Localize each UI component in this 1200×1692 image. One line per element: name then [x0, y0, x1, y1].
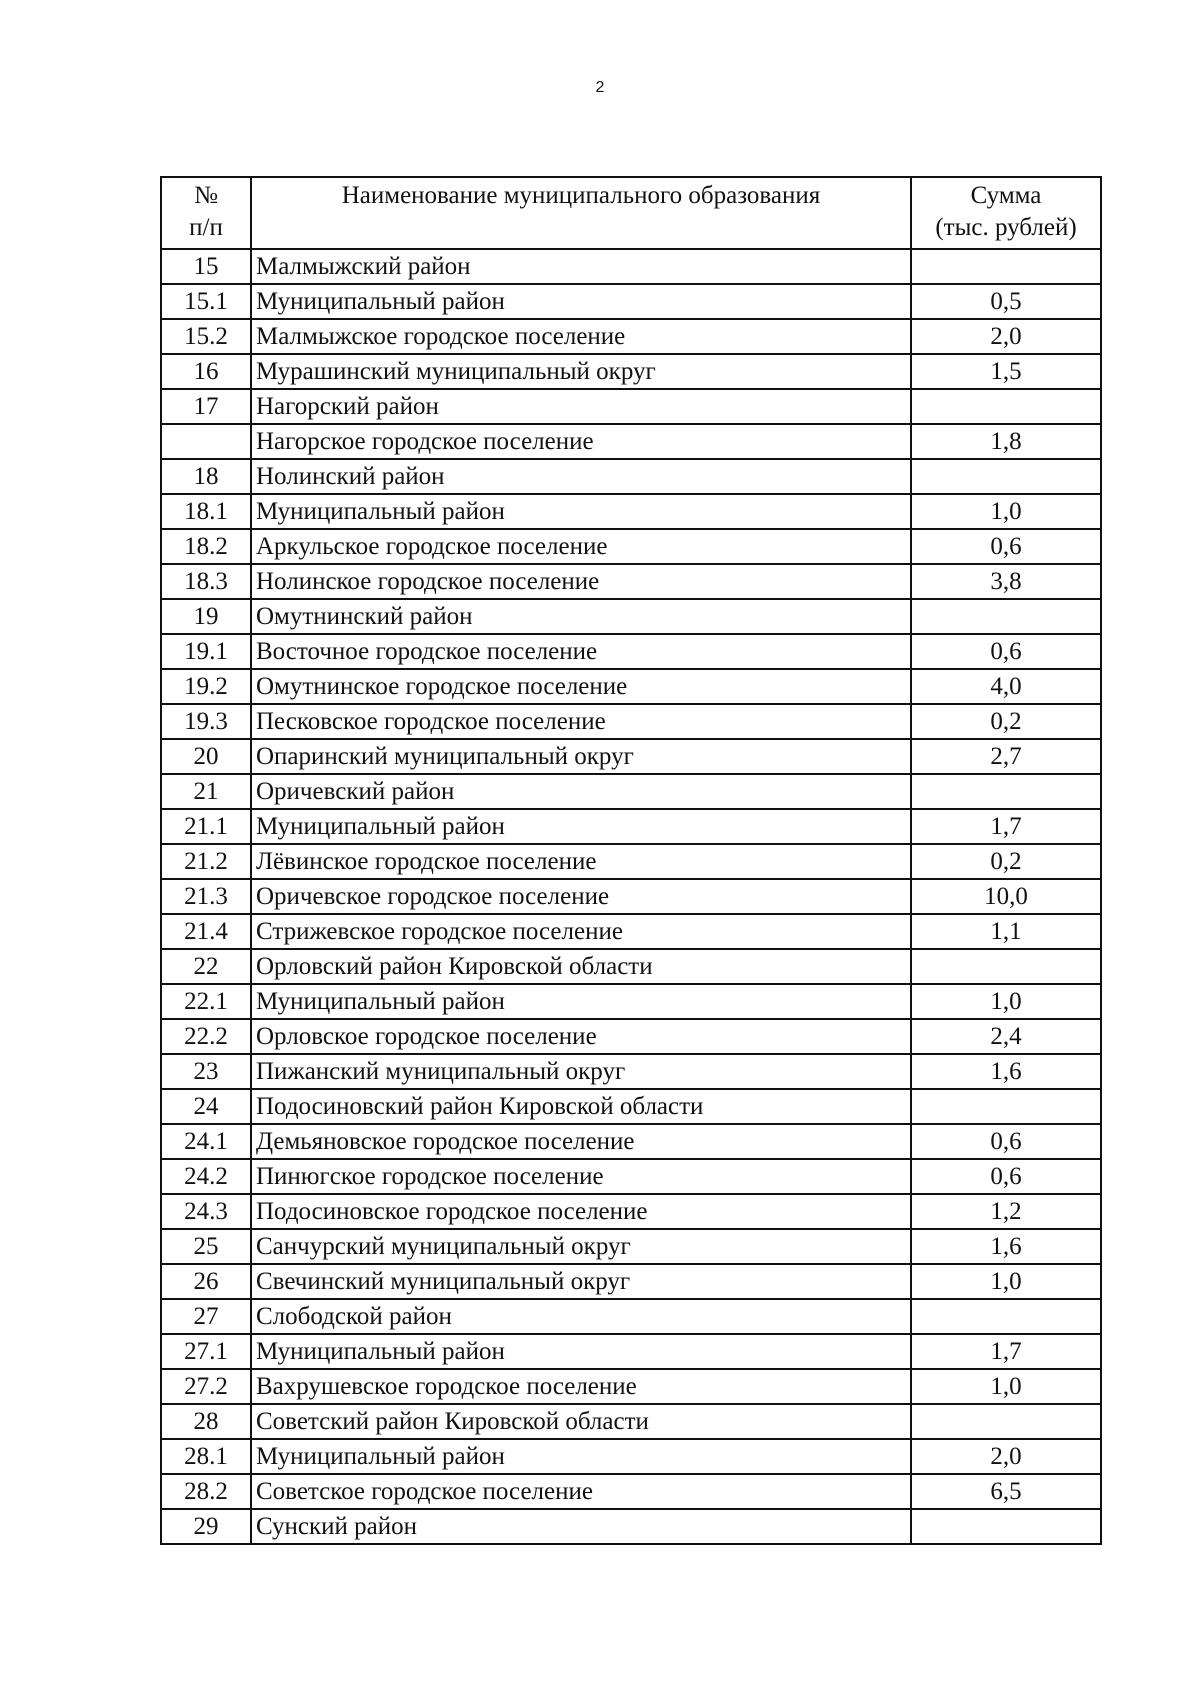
table-row: [161, 1299, 1101, 1334]
row-number-cell: 24.1: [161, 1124, 251, 1159]
row-sum-cell: 2,7: [911, 739, 1101, 774]
row-name-cell: Муниципальный район: [251, 1334, 911, 1369]
table-row: [161, 494, 1101, 529]
table-row: [161, 1264, 1101, 1299]
row-name-cell: Муниципальный район: [251, 1439, 911, 1474]
table-row: [161, 704, 1101, 739]
row-number-cell: 21.1: [161, 809, 251, 844]
table-row: [161, 1124, 1101, 1159]
table-row: [161, 354, 1101, 389]
row-sum-cell: 1,8: [911, 424, 1101, 459]
row-name-cell: Аркульское городское поселение: [251, 529, 911, 564]
row-sum-cell: 0,5: [911, 284, 1101, 319]
row-number-cell: 20: [161, 739, 251, 774]
table-row: [161, 1404, 1101, 1439]
row-number-cell: 28.1: [161, 1439, 251, 1474]
header-number: [161, 177, 251, 249]
row-number-cell: 25: [161, 1229, 251, 1264]
row-sum-cell: 1,1: [911, 914, 1101, 949]
row-name-cell: Вахрушевское городское поселение: [251, 1369, 911, 1404]
row-name-cell: Муниципальный район: [251, 494, 911, 529]
table-row: [161, 599, 1101, 634]
row-sum-cell: 0,2: [911, 844, 1101, 879]
row-number-cell: 21.4: [161, 914, 251, 949]
table-row: [161, 774, 1101, 809]
table-row: [161, 1159, 1101, 1194]
row-name-cell: Сунский район: [251, 1509, 911, 1544]
row-sum-cell: 0,6: [911, 634, 1101, 669]
row-name-cell: Подосиновский район Кировской области: [251, 1089, 911, 1124]
row-sum-cell: 2,4: [911, 1019, 1101, 1054]
row-sum-cell: [911, 774, 1101, 809]
header-name: Наименование муниципального образования: [251, 177, 911, 249]
row-number-cell: 19.1: [161, 634, 251, 669]
table-row: [161, 319, 1101, 354]
table-row: [161, 949, 1101, 984]
table-row: [161, 809, 1101, 844]
row-name-cell: Муниципальный район: [251, 284, 911, 319]
row-sum-cell: 1,5: [911, 354, 1101, 389]
row-sum-cell: [911, 1089, 1101, 1124]
row-sum-cell: 1,7: [911, 1334, 1101, 1369]
row-name-cell: Восточное городское поселение: [251, 634, 911, 669]
header-sum: [911, 177, 1101, 249]
table-row: [161, 1019, 1101, 1054]
row-number-cell: 24: [161, 1089, 251, 1124]
row-number-cell: 16: [161, 354, 251, 389]
row-name-cell: Малмыжское городское поселение: [251, 319, 911, 354]
row-number-cell: 18: [161, 459, 251, 494]
table-row: [161, 1089, 1101, 1124]
row-number-cell: 27: [161, 1299, 251, 1334]
row-name-cell: Муниципальный район: [251, 809, 911, 844]
row-name-cell: Советский район Кировской области: [251, 1404, 911, 1439]
row-number-cell: 19.2: [161, 669, 251, 704]
row-number-cell: 26: [161, 1264, 251, 1299]
row-name-cell: Орловский район Кировской области: [251, 949, 911, 984]
row-sum-cell: [911, 1509, 1101, 1544]
row-number-cell: 17: [161, 389, 251, 424]
row-sum-cell: [911, 949, 1101, 984]
row-sum-cell: [911, 249, 1101, 284]
header-sum-line2: (тыс. рублей): [935, 214, 1077, 241]
row-sum-cell: [911, 389, 1101, 424]
row-sum-cell: 1,0: [911, 494, 1101, 529]
row-sum-cell: [911, 1404, 1101, 1439]
row-number-cell: 15: [161, 249, 251, 284]
row-name-cell: Песковское городское поселение: [251, 704, 911, 739]
row-sum-cell: 1,0: [911, 1264, 1101, 1299]
row-number-cell: 22.2: [161, 1019, 251, 1054]
header-number-line1: №: [194, 182, 218, 209]
table-row: [161, 1054, 1101, 1089]
row-number-cell: 19: [161, 599, 251, 634]
row-sum-cell: 0,6: [911, 1159, 1101, 1194]
table-row: [161, 634, 1101, 669]
allocation-table: [160, 176, 1102, 1545]
row-sum-cell: 0,2: [911, 704, 1101, 739]
row-number-cell: [161, 424, 251, 459]
row-sum-cell: 1,0: [911, 984, 1101, 1019]
row-name-cell: Пижанский муниципальный округ: [251, 1054, 911, 1089]
row-sum-cell: 0,6: [911, 529, 1101, 564]
row-name-cell: Демьяновское городское поселение: [251, 1124, 911, 1159]
row-name-cell: Омутнинский район: [251, 599, 911, 634]
row-name-cell: Опаринский муниципальный округ: [251, 739, 911, 774]
row-name-cell: Малмыжский район: [251, 249, 911, 284]
header-number-line2: п/п: [189, 214, 223, 241]
table-row: [161, 424, 1101, 459]
row-name-cell: Омутнинское городское поселение: [251, 669, 911, 704]
row-number-cell: 21.3: [161, 879, 251, 914]
table-row: [161, 529, 1101, 564]
row-sum-cell: [911, 599, 1101, 634]
row-sum-cell: 1,6: [911, 1229, 1101, 1264]
table-row: [161, 1509, 1101, 1544]
table-row: [161, 1334, 1101, 1369]
table-row: [161, 844, 1101, 879]
table-row: [161, 1439, 1101, 1474]
row-name-cell: Нагорское городское поселение: [251, 424, 911, 459]
row-number-cell: 21.2: [161, 844, 251, 879]
table-row: [161, 284, 1101, 319]
row-name-cell: Нолинский район: [251, 459, 911, 494]
row-name-cell: Лёвинское городское поселение: [251, 844, 911, 879]
table-row: [161, 389, 1101, 424]
table-header-row: [161, 177, 1101, 249]
table-row: [161, 669, 1101, 704]
row-number-cell: 22: [161, 949, 251, 984]
row-sum-cell: 1,0: [911, 1369, 1101, 1404]
table-row: [161, 1229, 1101, 1264]
header-sum-line1: Сумма: [970, 182, 1042, 209]
row-number-cell: 15.1: [161, 284, 251, 319]
table-row: [161, 739, 1101, 774]
row-sum-cell: 0,6: [911, 1124, 1101, 1159]
row-sum-cell: [911, 459, 1101, 494]
row-name-cell: Оричевское городское поселение: [251, 879, 911, 914]
row-number-cell: 21: [161, 774, 251, 809]
row-name-cell: Орловское городское поселение: [251, 1019, 911, 1054]
row-number-cell: 24.2: [161, 1159, 251, 1194]
row-number-cell: 24.3: [161, 1194, 251, 1229]
row-sum-cell: 6,5: [911, 1474, 1101, 1509]
row-number-cell: 29: [161, 1509, 251, 1544]
row-name-cell: Стрижевское городское поселение: [251, 914, 911, 949]
row-number-cell: 22.1: [161, 984, 251, 1019]
row-number-cell: 15.2: [161, 319, 251, 354]
row-number-cell: 28: [161, 1404, 251, 1439]
row-number-cell: 27.2: [161, 1369, 251, 1404]
row-name-cell: Пинюгское городское поселение: [251, 1159, 911, 1194]
row-name-cell: Мурашинский муниципальный округ: [251, 354, 911, 389]
page-number: 2: [595, 79, 605, 96]
row-name-cell: Оричевский район: [251, 774, 911, 809]
table-body: [161, 249, 1101, 1544]
row-sum-cell: 2,0: [911, 319, 1101, 354]
row-sum-cell: 1,2: [911, 1194, 1101, 1229]
table-row: [161, 879, 1101, 914]
row-sum-cell: 1,6: [911, 1054, 1101, 1089]
row-number-cell: 18.2: [161, 529, 251, 564]
table-row: [161, 249, 1101, 284]
row-sum-cell: 2,0: [911, 1439, 1101, 1474]
row-sum-cell: 10,0: [911, 879, 1101, 914]
row-name-cell: Муниципальный район: [251, 984, 911, 1019]
row-number-cell: 18.1: [161, 494, 251, 529]
table-row: [161, 1474, 1101, 1509]
table-row: [161, 1194, 1101, 1229]
row-name-cell: Советское городское поселение: [251, 1474, 911, 1509]
table-row: [161, 984, 1101, 1019]
table-row: [161, 564, 1101, 599]
row-sum-cell: 4,0: [911, 669, 1101, 704]
row-name-cell: Нагорский район: [251, 389, 911, 424]
table-row: [161, 914, 1101, 949]
table-row: [161, 459, 1101, 494]
row-number-cell: 28.2: [161, 1474, 251, 1509]
row-number-cell: 18.3: [161, 564, 251, 599]
row-number-cell: 23: [161, 1054, 251, 1089]
row-name-cell: Нолинское городское поселение: [251, 564, 911, 599]
row-sum-cell: [911, 1299, 1101, 1334]
row-name-cell: Слободской район: [251, 1299, 911, 1334]
row-number-cell: 19.3: [161, 704, 251, 739]
row-sum-cell: 1,7: [911, 809, 1101, 844]
row-sum-cell: 3,8: [911, 564, 1101, 599]
table-row: [161, 1369, 1101, 1404]
row-name-cell: Подосиновское городское поселение: [251, 1194, 911, 1229]
row-name-cell: Свечинский муниципальный округ: [251, 1264, 911, 1299]
row-number-cell: 27.1: [161, 1334, 251, 1369]
row-name-cell: Санчурский муниципальный округ: [251, 1229, 911, 1264]
